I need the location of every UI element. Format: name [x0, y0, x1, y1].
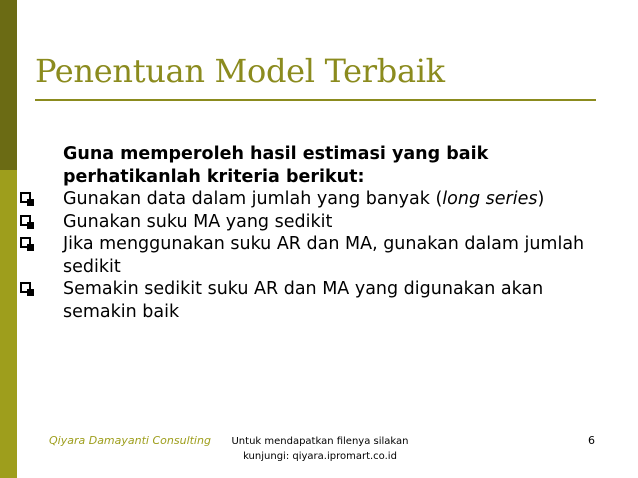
square-bullet-icon [20, 237, 31, 248]
bullet-text: Gunakan suku MA yang sedikit [63, 211, 333, 232]
slide-title: Penentuan Model Terbaik [35, 52, 445, 90]
bullet-item [20, 278, 620, 323]
footer-note-line: kunjungi: qiyara.ipromart.co.id [243, 451, 397, 462]
bullet-item [20, 211, 620, 234]
bullet-text: Gunakan data dalam jumlah yang banyak ( [63, 189, 443, 209]
footer-note [230, 434, 410, 464]
bullet-text: Semakin sedikit suku AR dan MA yang digunakan akan semakin baik [63, 279, 544, 322]
bullet-item [20, 233, 620, 278]
bullet-text-end: ) [537, 189, 545, 209]
footer-author: Qiyara Damayanti Consulting [49, 434, 211, 447]
title-divider [35, 99, 596, 101]
side-bar-light [0, 170, 17, 478]
bullet-emphasis: long series [442, 189, 538, 209]
slide-body [20, 143, 620, 323]
page-number: 6 [588, 434, 595, 447]
footer-note-line: Untuk mendapatkan filenya silakan [231, 436, 409, 447]
square-bullet-icon [20, 282, 31, 293]
bullet-item [20, 188, 620, 211]
side-bar-dark [0, 0, 17, 170]
bullet-text: Jika menggunakan suku AR dan MA, gunakan dalam jumlah sedikit [63, 234, 585, 277]
square-bullet-icon [20, 192, 31, 203]
square-bullet-icon [20, 215, 31, 226]
intro-text: Guna memperoleh hasil estimasi yang baik perhatikanlah kriteria berikut: [63, 144, 489, 187]
